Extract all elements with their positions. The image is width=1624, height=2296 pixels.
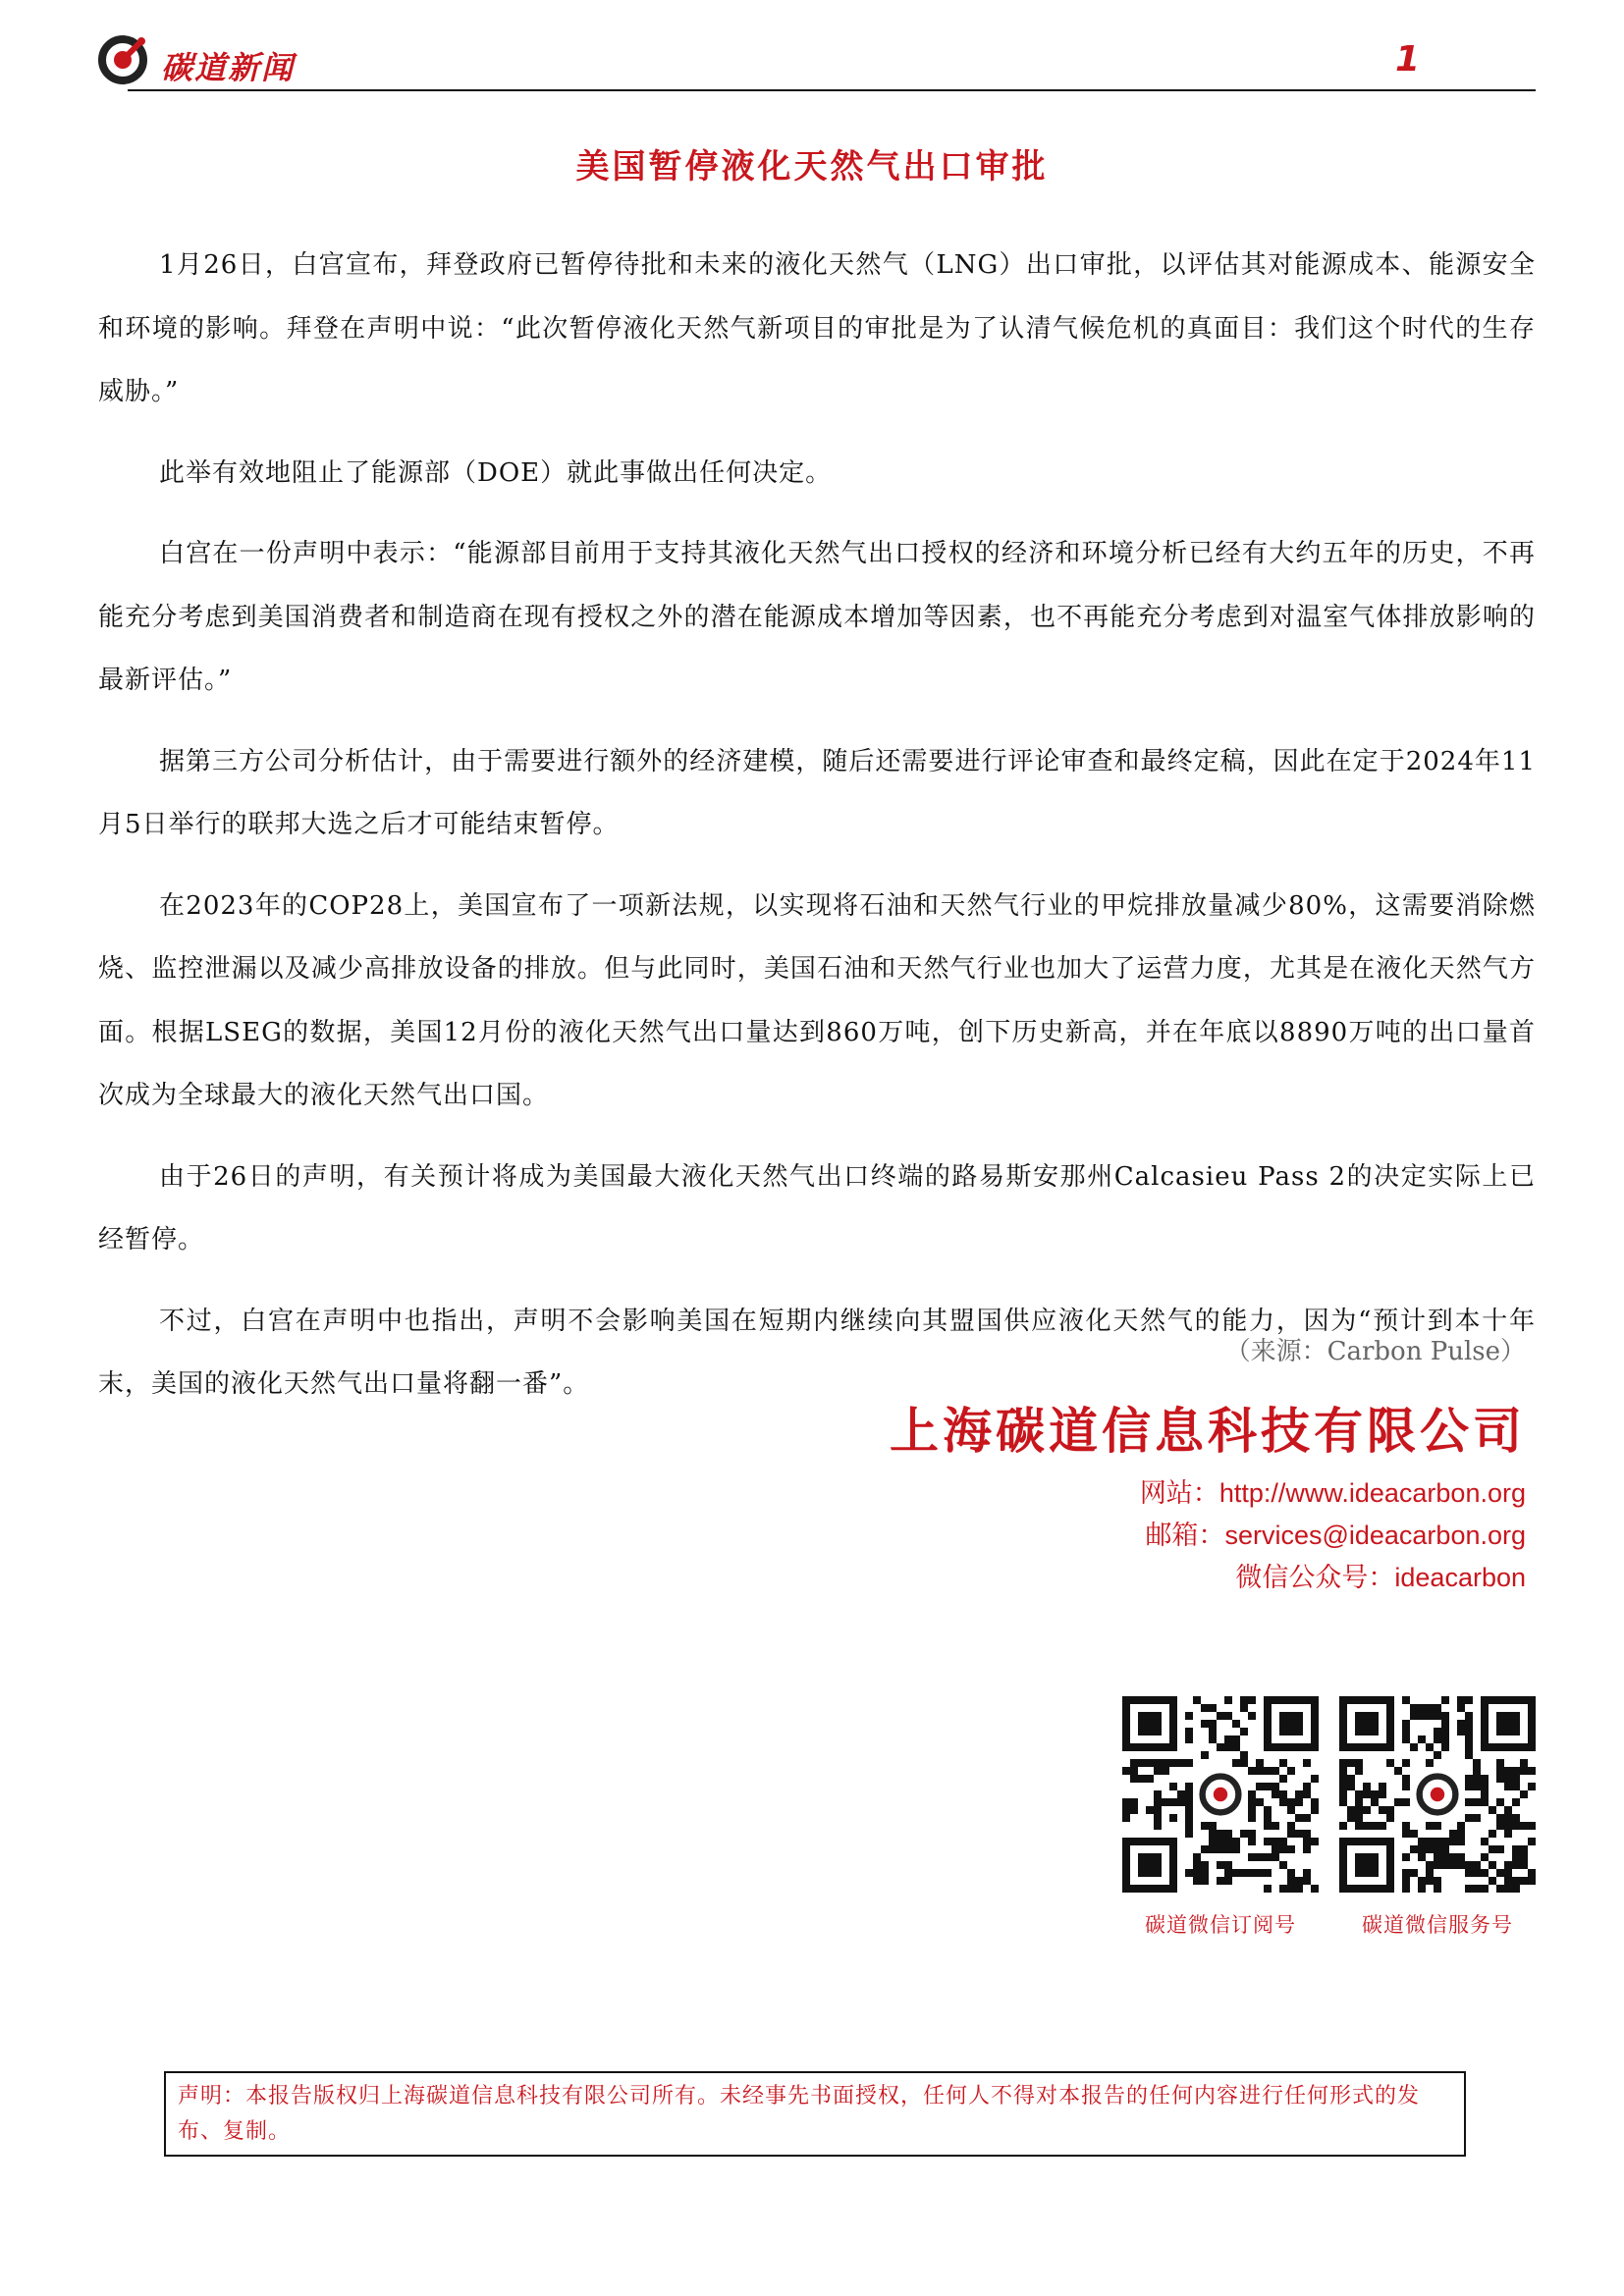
qr-caption-subscription: 碳道微信订阅号 — [1145, 1913, 1296, 1937]
paragraph: 在2023年的COP28上，美国宣布了一项新法规，以实现将石油和天然气行业的甲烷排放量减少80%，这需要消除燃烧、监控泄漏以及减少高排放设备的排放。但与此同时，美国石油和天然气行业也加大了运营力度，尤其是在液化天然气方面。根据LSEG的数据，美国12月份的液化天然气出口量达到860万吨，创下历史新高，并在年底以8890万吨的出口量首次成为全球最大的液化天然气出口国。 — [98, 890, 1536, 1110]
article-source: （来源：Carbon Pulse） — [1224, 1337, 1526, 1366]
header-divider — [128, 89, 1536, 91]
page-header — [98, 31, 1536, 90]
paragraph: 据第三方公司分析估计，由于需要进行额外的经济建模，随后还需要进行评论审查和最终定稿，因此在定于2024年11月5日举行的联邦大选之后才可能结束暂停。 — [98, 746, 1536, 839]
brand-name: 碳道新闻 — [161, 49, 296, 86]
qr-code-icon — [1339, 1696, 1536, 1893]
article-title: 美国暂停液化天然气出口审批 — [575, 147, 1049, 187]
website-label: 网站： — [1139, 1478, 1219, 1509]
qr-code-service — [1339, 1696, 1536, 1896]
website-link[interactable]: http://www.ideacarbon.org — [1218, 1478, 1526, 1508]
wechat-line — [1140, 1557, 1526, 1599]
paragraph: 由于26日的声明，有关预计将成为美国最大液化天然气出口终端的路易斯安那州Calcasieu Pass 2的决定实际上已经暂停。 — [98, 1161, 1536, 1255]
company-name: 上海碳道信息科技有限公司 — [890, 1402, 1526, 1460]
article-body — [98, 234, 1536, 1434]
paragraph: 1月26日，白宫宣布，拜登政府已暂停待批和未来的液化天然气（LNG）出口审批，以评估其对能源成本、能源安全和环境的影响。拜登在声明中说：“此次暂停液化天然气新项目的审批是为了认清气候危机的真面目：我们这个时代的生存威胁。” — [98, 250, 1536, 406]
wechat-id: ideacarbon — [1394, 1563, 1526, 1592]
paragraph: 白宫在一份声明中表示：“能源部目前用于支持其液化天然气出口授权的经济和环境分析已经有大约五年的历史，不再能充分考虑到美国消费者和制造商在现有授权之外的潜在能源成本增加等因素，也不再能充分考虑到对温室气体排放影响的最新评估。” — [98, 539, 1536, 695]
email-link[interactable]: services@ideacarbon.org — [1224, 1521, 1526, 1550]
email-line — [1140, 1515, 1526, 1557]
ideacarbon-logo-icon — [98, 35, 147, 84]
qr-code-icon — [1122, 1696, 1319, 1893]
disclaimer-text: 声明：本报告版权归上海碳道信息科技有限公司所有。未经事先书面授权，任何人不得对本报告的任何内容进行任何形式的发布、复制。 — [178, 2084, 1421, 2144]
qr-caption-service: 碳道微信服务号 — [1362, 1913, 1513, 1937]
email-label: 邮箱： — [1145, 1521, 1225, 1551]
contact-info — [1140, 1472, 1526, 1599]
page-number: 1 — [1394, 39, 1420, 80]
qr-code-subscription — [1122, 1696, 1319, 1896]
website-line — [1140, 1472, 1526, 1515]
copyright-disclaimer — [164, 2071, 1466, 2157]
paragraph: 此举有效地阻止了能源部（DOE）就此事做出任何决定。 — [159, 457, 833, 488]
paragraph: 不过，白宫在声明中也指出，声明不会影响美国在短期内继续向其盟国供应液化天然气的能力，因为“预计到本十年末，美国的液化天然气出口量将翻一番”。 — [98, 1306, 1536, 1399]
wechat-label: 微信公众号： — [1235, 1563, 1395, 1593]
